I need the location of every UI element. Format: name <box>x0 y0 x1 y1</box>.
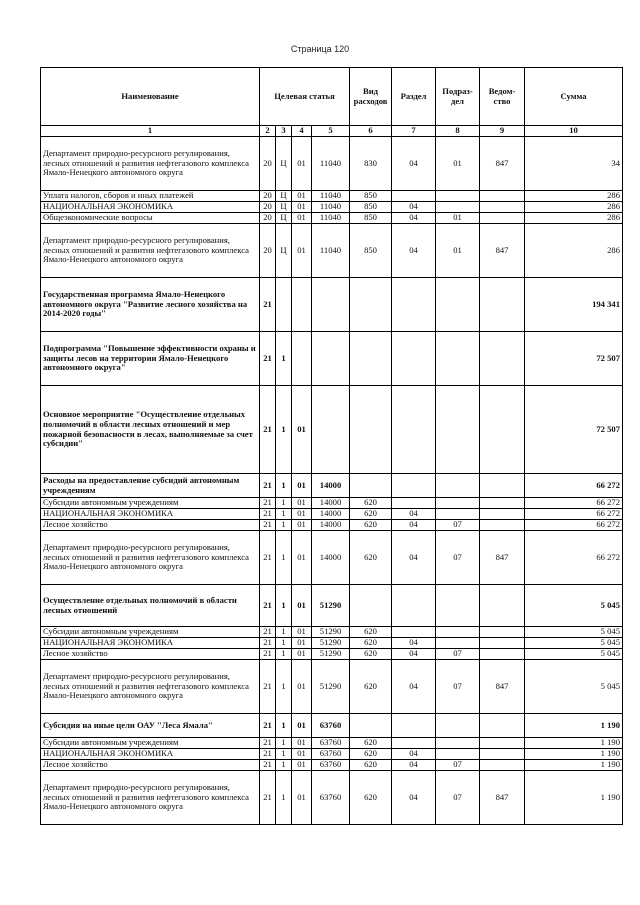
department-code <box>480 520 525 531</box>
department-code <box>480 627 525 638</box>
table-row <box>41 660 623 714</box>
target-code-program: 21 <box>260 474 276 498</box>
target-code-activity: 01 <box>292 386 312 474</box>
target-code-program: 21 <box>260 531 276 585</box>
subsection-code <box>436 191 480 202</box>
expense-type: 620 <box>350 749 392 760</box>
target-code-program: 21 <box>260 738 276 749</box>
expense-type: 620 <box>350 771 392 825</box>
target-code-program: 21 <box>260 509 276 520</box>
target-code-subprogram: Ц <box>276 202 292 213</box>
target-code-subprogram: 1 <box>276 660 292 714</box>
target-code-activity: 01 <box>292 627 312 638</box>
target-code-direction: 14000 <box>312 520 350 531</box>
target-code-direction: 14000 <box>312 498 350 509</box>
row-sum: 5 045 <box>525 649 623 660</box>
subsection-code <box>436 278 480 332</box>
expense-type <box>350 585 392 627</box>
target-code-direction: 63760 <box>312 771 350 825</box>
expense-type: 620 <box>350 509 392 520</box>
subsection-code: 01 <box>436 213 480 224</box>
target-code-direction: 11040 <box>312 202 350 213</box>
section-code: 04 <box>392 531 436 585</box>
header-sum: Сумма <box>525 68 623 126</box>
section-code <box>392 585 436 627</box>
target-code-direction: 11040 <box>312 213 350 224</box>
table-row <box>41 738 623 749</box>
row-name: Субсидия на иные цели ОАУ "Леса Ямала" <box>41 714 260 738</box>
row-name: Государственная программа Ямало-Ненецкого автономного округа "Развитие лесного хозяйства на 2014-2020 годы" <box>41 278 260 332</box>
target-code-subprogram: 1 <box>276 738 292 749</box>
header-subsection: Подраз- дел <box>436 68 480 126</box>
row-name: Департамент природно-ресурсного регулирования, лесных отношений и развития нефтегазового комплекса Ямало-Ненецкого автономного округа <box>41 660 260 714</box>
target-code-subprogram: Ц <box>276 224 292 278</box>
row-sum: 66 272 <box>525 498 623 509</box>
target-code-direction: 14000 <box>312 509 350 520</box>
section-code <box>392 191 436 202</box>
subsection-code <box>436 585 480 627</box>
row-sum: 66 272 <box>525 509 623 520</box>
row-sum: 72 507 <box>525 386 623 474</box>
column-number: 6 <box>350 126 392 137</box>
subsection-code <box>436 638 480 649</box>
table-row <box>41 638 623 649</box>
table-row <box>41 771 623 825</box>
expense-type: 620 <box>350 660 392 714</box>
table-row <box>41 386 623 474</box>
row-name: Субсидии автономным учреждениям <box>41 498 260 509</box>
subsection-code: 01 <box>436 224 480 278</box>
department-code <box>480 386 525 474</box>
target-code-activity: 01 <box>292 509 312 520</box>
target-code-program: 21 <box>260 771 276 825</box>
subsection-code: 07 <box>436 531 480 585</box>
expense-type: 850 <box>350 191 392 202</box>
section-code: 04 <box>392 660 436 714</box>
section-code <box>392 332 436 386</box>
target-code-program: 21 <box>260 386 276 474</box>
target-code-program: 21 <box>260 714 276 738</box>
target-code-direction: 11040 <box>312 191 350 202</box>
subsection-code <box>436 386 480 474</box>
table-row <box>41 509 623 520</box>
row-sum: 1 190 <box>525 749 623 760</box>
row-name: НАЦИОНАЛЬНАЯ ЭКОНОМИКА <box>41 202 260 213</box>
target-code-program: 21 <box>260 649 276 660</box>
target-code-subprogram: 1 <box>276 749 292 760</box>
table-row <box>41 191 623 202</box>
row-name: Лесное хозяйство <box>41 520 260 531</box>
target-code-program: 21 <box>260 278 276 332</box>
section-code: 04 <box>392 749 436 760</box>
table-row <box>41 520 623 531</box>
target-code-direction: 63760 <box>312 760 350 771</box>
section-code: 04 <box>392 213 436 224</box>
target-code-subprogram: Ц <box>276 213 292 224</box>
row-sum: 1 190 <box>525 771 623 825</box>
subsection-code <box>436 202 480 213</box>
subsection-code <box>436 498 480 509</box>
target-code-activity: 01 <box>292 213 312 224</box>
department-code <box>480 191 525 202</box>
section-code <box>392 738 436 749</box>
expense-type: 620 <box>350 627 392 638</box>
row-name: НАЦИОНАЛЬНАЯ ЭКОНОМИКА <box>41 509 260 520</box>
row-name: Расходы на предоставление субсидий автономным учреждениям <box>41 474 260 498</box>
column-number: 9 <box>480 126 525 137</box>
column-number: 2 <box>260 126 276 137</box>
target-code-direction: 14000 <box>312 531 350 585</box>
subsection-code: 07 <box>436 771 480 825</box>
department-code <box>480 760 525 771</box>
target-code-activity: 01 <box>292 474 312 498</box>
table-row <box>41 749 623 760</box>
table-row <box>41 498 623 509</box>
target-code-activity: 01 <box>292 760 312 771</box>
row-name: НАЦИОНАЛЬНАЯ ЭКОНОМИКА <box>41 749 260 760</box>
target-code-subprogram: 1 <box>276 760 292 771</box>
row-name: Департамент природно-ресурсного регулирования, лесных отношений и развития нефтегазового комплекса Ямало-Ненецкого автономного округа <box>41 771 260 825</box>
target-code-subprogram: 1 <box>276 771 292 825</box>
row-sum: 66 272 <box>525 531 623 585</box>
row-name: Департамент природно-ресурсного регулирования, лесных отношений и развития нефтегазового комплекса Ямало-Ненецкого автономного округа <box>41 531 260 585</box>
row-name: Субсидии автономным учреждениям <box>41 627 260 638</box>
target-code-program: 21 <box>260 585 276 627</box>
section-code <box>392 627 436 638</box>
target-code-subprogram: 1 <box>276 520 292 531</box>
row-sum: 1 190 <box>525 738 623 749</box>
target-code-program: 21 <box>260 638 276 649</box>
section-code: 04 <box>392 224 436 278</box>
section-code <box>392 714 436 738</box>
target-code-program: 20 <box>260 191 276 202</box>
subsection-code: 07 <box>436 649 480 660</box>
expense-type <box>350 332 392 386</box>
column-number: 10 <box>525 126 623 137</box>
target-code-program: 20 <box>260 213 276 224</box>
target-code-program: 21 <box>260 332 276 386</box>
subsection-code <box>436 474 480 498</box>
section-code <box>392 278 436 332</box>
expense-type <box>350 278 392 332</box>
target-code-subprogram: 1 <box>276 509 292 520</box>
table-row <box>41 585 623 627</box>
row-name: Общеэкономические вопросы <box>41 213 260 224</box>
department-code <box>480 498 525 509</box>
row-name: Основное мероприятие "Осуществление отдельных полномочий в области лесных отношений и мер пожарной безопасности в лесах, выполняемые за счет субсидии" <box>41 386 260 474</box>
header-row <box>41 68 623 126</box>
expense-type: 850 <box>350 213 392 224</box>
row-sum: 66 272 <box>525 520 623 531</box>
expense-type: 620 <box>350 638 392 649</box>
target-code-program: 21 <box>260 627 276 638</box>
column-number: 1 <box>41 126 260 137</box>
page-number-label: Страница 120 <box>290 44 350 54</box>
subsection-code: 07 <box>436 760 480 771</box>
target-code-direction: 51290 <box>312 649 350 660</box>
row-sum: 286 <box>525 191 623 202</box>
target-code-subprogram: 1 <box>276 585 292 627</box>
header-section: Раздел <box>392 68 436 126</box>
column-number: 3 <box>276 126 292 137</box>
section-code: 04 <box>392 520 436 531</box>
target-code-activity: 01 <box>292 738 312 749</box>
table-row <box>41 213 623 224</box>
row-sum: 1 190 <box>525 714 623 738</box>
target-code-direction: 63760 <box>312 714 350 738</box>
table-row <box>41 627 623 638</box>
target-code-activity <box>292 278 312 332</box>
row-name: Департамент природно-ресурсного регулирования, лесных отношений и развития нефтегазового комплекса Ямало-Ненецкого автономного округа <box>41 137 260 191</box>
department-code <box>480 213 525 224</box>
column-number: 7 <box>392 126 436 137</box>
row-sum: 66 272 <box>525 474 623 498</box>
subsection-code <box>436 509 480 520</box>
table-row <box>41 714 623 738</box>
target-code-direction: 11040 <box>312 224 350 278</box>
target-code-activity: 01 <box>292 638 312 649</box>
department-code <box>480 585 525 627</box>
header-department: Ведом- ство <box>480 68 525 126</box>
target-code-direction: 63760 <box>312 749 350 760</box>
section-code: 04 <box>392 649 436 660</box>
department-code <box>480 749 525 760</box>
expense-type <box>350 386 392 474</box>
target-code-activity: 01 <box>292 224 312 278</box>
row-sum: 286 <box>525 213 623 224</box>
section-code: 04 <box>392 760 436 771</box>
section-code <box>392 474 436 498</box>
row-sum: 286 <box>525 202 623 213</box>
target-code-program: 21 <box>260 520 276 531</box>
expense-type: 850 <box>350 202 392 213</box>
subsection-code: 07 <box>436 520 480 531</box>
table-row <box>41 224 623 278</box>
target-code-subprogram <box>276 278 292 332</box>
expense-type <box>350 714 392 738</box>
target-code-activity: 01 <box>292 649 312 660</box>
target-code-program: 21 <box>260 660 276 714</box>
target-code-subprogram: 1 <box>276 474 292 498</box>
expense-type: 620 <box>350 498 392 509</box>
section-code: 04 <box>392 771 436 825</box>
target-code-activity: 01 <box>292 202 312 213</box>
section-code: 04 <box>392 509 436 520</box>
column-number: 5 <box>312 126 350 137</box>
target-code-activity: 01 <box>292 660 312 714</box>
row-sum: 5 045 <box>525 638 623 649</box>
table-row <box>41 202 623 213</box>
department-code <box>480 332 525 386</box>
row-name: Лесное хозяйство <box>41 649 260 660</box>
expense-type: 830 <box>350 137 392 191</box>
row-sum: 72 507 <box>525 332 623 386</box>
target-code-activity: 01 <box>292 714 312 738</box>
target-code-subprogram: 1 <box>276 386 292 474</box>
table-row <box>41 760 623 771</box>
target-code-subprogram: 1 <box>276 649 292 660</box>
target-code-activity: 01 <box>292 520 312 531</box>
target-code-subprogram: Ц <box>276 137 292 191</box>
expense-type: 620 <box>350 760 392 771</box>
section-code <box>392 386 436 474</box>
target-code-direction: 51290 <box>312 585 350 627</box>
header-expense-type: Вид расходов <box>350 68 392 126</box>
target-code-direction: 51290 <box>312 660 350 714</box>
target-code-activity: 01 <box>292 771 312 825</box>
target-code-program: 21 <box>260 760 276 771</box>
target-code-direction <box>312 278 350 332</box>
column-number: 4 <box>292 126 312 137</box>
department-code <box>480 509 525 520</box>
target-code-subprogram: Ц <box>276 191 292 202</box>
target-code-direction: 14000 <box>312 474 350 498</box>
department-code <box>480 649 525 660</box>
row-sum: 34 <box>525 137 623 191</box>
row-name: Субсидии автономным учреждениям <box>41 738 260 749</box>
row-sum: 286 <box>525 224 623 278</box>
expense-type: 850 <box>350 224 392 278</box>
target-code-program: 21 <box>260 749 276 760</box>
row-name: Подпрограмма "Повышение эффективности охраны и защиты лесов на территории Ямало-Ненецкого автономного округа" <box>41 332 260 386</box>
target-code-direction: 51290 <box>312 627 350 638</box>
header-target-article: Целевая статья <box>260 68 350 126</box>
section-code <box>392 498 436 509</box>
department-code: 847 <box>480 660 525 714</box>
target-code-activity: 01 <box>292 498 312 509</box>
table-row <box>41 137 623 191</box>
row-sum: 194 341 <box>525 278 623 332</box>
target-code-direction <box>312 332 350 386</box>
section-code: 04 <box>392 638 436 649</box>
row-name: НАЦИОНАЛЬНАЯ ЭКОНОМИКА <box>41 638 260 649</box>
department-code: 847 <box>480 224 525 278</box>
target-code-direction: 11040 <box>312 137 350 191</box>
target-code-program: 20 <box>260 224 276 278</box>
row-name: Лесное хозяйство <box>41 760 260 771</box>
subsection-code <box>436 714 480 738</box>
header-name: Наименование <box>41 68 260 126</box>
target-code-subprogram: 1 <box>276 638 292 649</box>
target-code-direction: 51290 <box>312 638 350 649</box>
row-name: Осуществление отдельных полномочий в области лесных отношений <box>41 585 260 627</box>
target-code-program: 20 <box>260 202 276 213</box>
row-sum: 1 190 <box>525 760 623 771</box>
expense-type: 620 <box>350 531 392 585</box>
subsection-code: 07 <box>436 660 480 714</box>
table-body <box>41 137 623 825</box>
section-code: 04 <box>392 202 436 213</box>
department-code: 847 <box>480 137 525 191</box>
column-number-row <box>41 126 623 137</box>
column-number: 8 <box>436 126 480 137</box>
subsection-code <box>436 738 480 749</box>
subsection-code <box>436 749 480 760</box>
table-row <box>41 278 623 332</box>
department-code <box>480 738 525 749</box>
subsection-code <box>436 332 480 386</box>
target-code-activity <box>292 332 312 386</box>
subsection-code: 01 <box>436 137 480 191</box>
row-name: Департамент природно-ресурсного регулирования, лесных отношений и развития нефтегазового комплекса Ямало-Ненецкого автономного округа <box>41 224 260 278</box>
target-code-direction: 63760 <box>312 738 350 749</box>
target-code-subprogram: 1 <box>276 627 292 638</box>
subsection-code <box>436 627 480 638</box>
target-code-subprogram: 1 <box>276 332 292 386</box>
target-code-activity: 01 <box>292 191 312 202</box>
budget-table <box>40 67 623 825</box>
table-row <box>41 531 623 585</box>
row-sum: 5 045 <box>525 627 623 638</box>
target-code-program: 21 <box>260 498 276 509</box>
target-code-subprogram: 1 <box>276 498 292 509</box>
expense-type: 620 <box>350 649 392 660</box>
section-code: 04 <box>392 137 436 191</box>
target-code-activity: 01 <box>292 531 312 585</box>
table-row <box>41 649 623 660</box>
target-code-subprogram: 1 <box>276 714 292 738</box>
row-sum: 5 045 <box>525 660 623 714</box>
target-code-activity: 01 <box>292 585 312 627</box>
department-code <box>480 474 525 498</box>
department-code: 847 <box>480 531 525 585</box>
table-row <box>41 332 623 386</box>
department-code <box>480 638 525 649</box>
target-code-direction <box>312 386 350 474</box>
expense-type <box>350 474 392 498</box>
department-code <box>480 278 525 332</box>
table-row <box>41 474 623 498</box>
row-sum: 5 045 <box>525 585 623 627</box>
department-code: 847 <box>480 771 525 825</box>
target-code-program: 20 <box>260 137 276 191</box>
expense-type: 620 <box>350 738 392 749</box>
target-code-activity: 01 <box>292 749 312 760</box>
expense-type: 620 <box>350 520 392 531</box>
target-code-activity: 01 <box>292 137 312 191</box>
target-code-subprogram: 1 <box>276 531 292 585</box>
row-name: Уплата налогов, сборов и иных платежей <box>41 191 260 202</box>
department-code <box>480 202 525 213</box>
department-code <box>480 714 525 738</box>
